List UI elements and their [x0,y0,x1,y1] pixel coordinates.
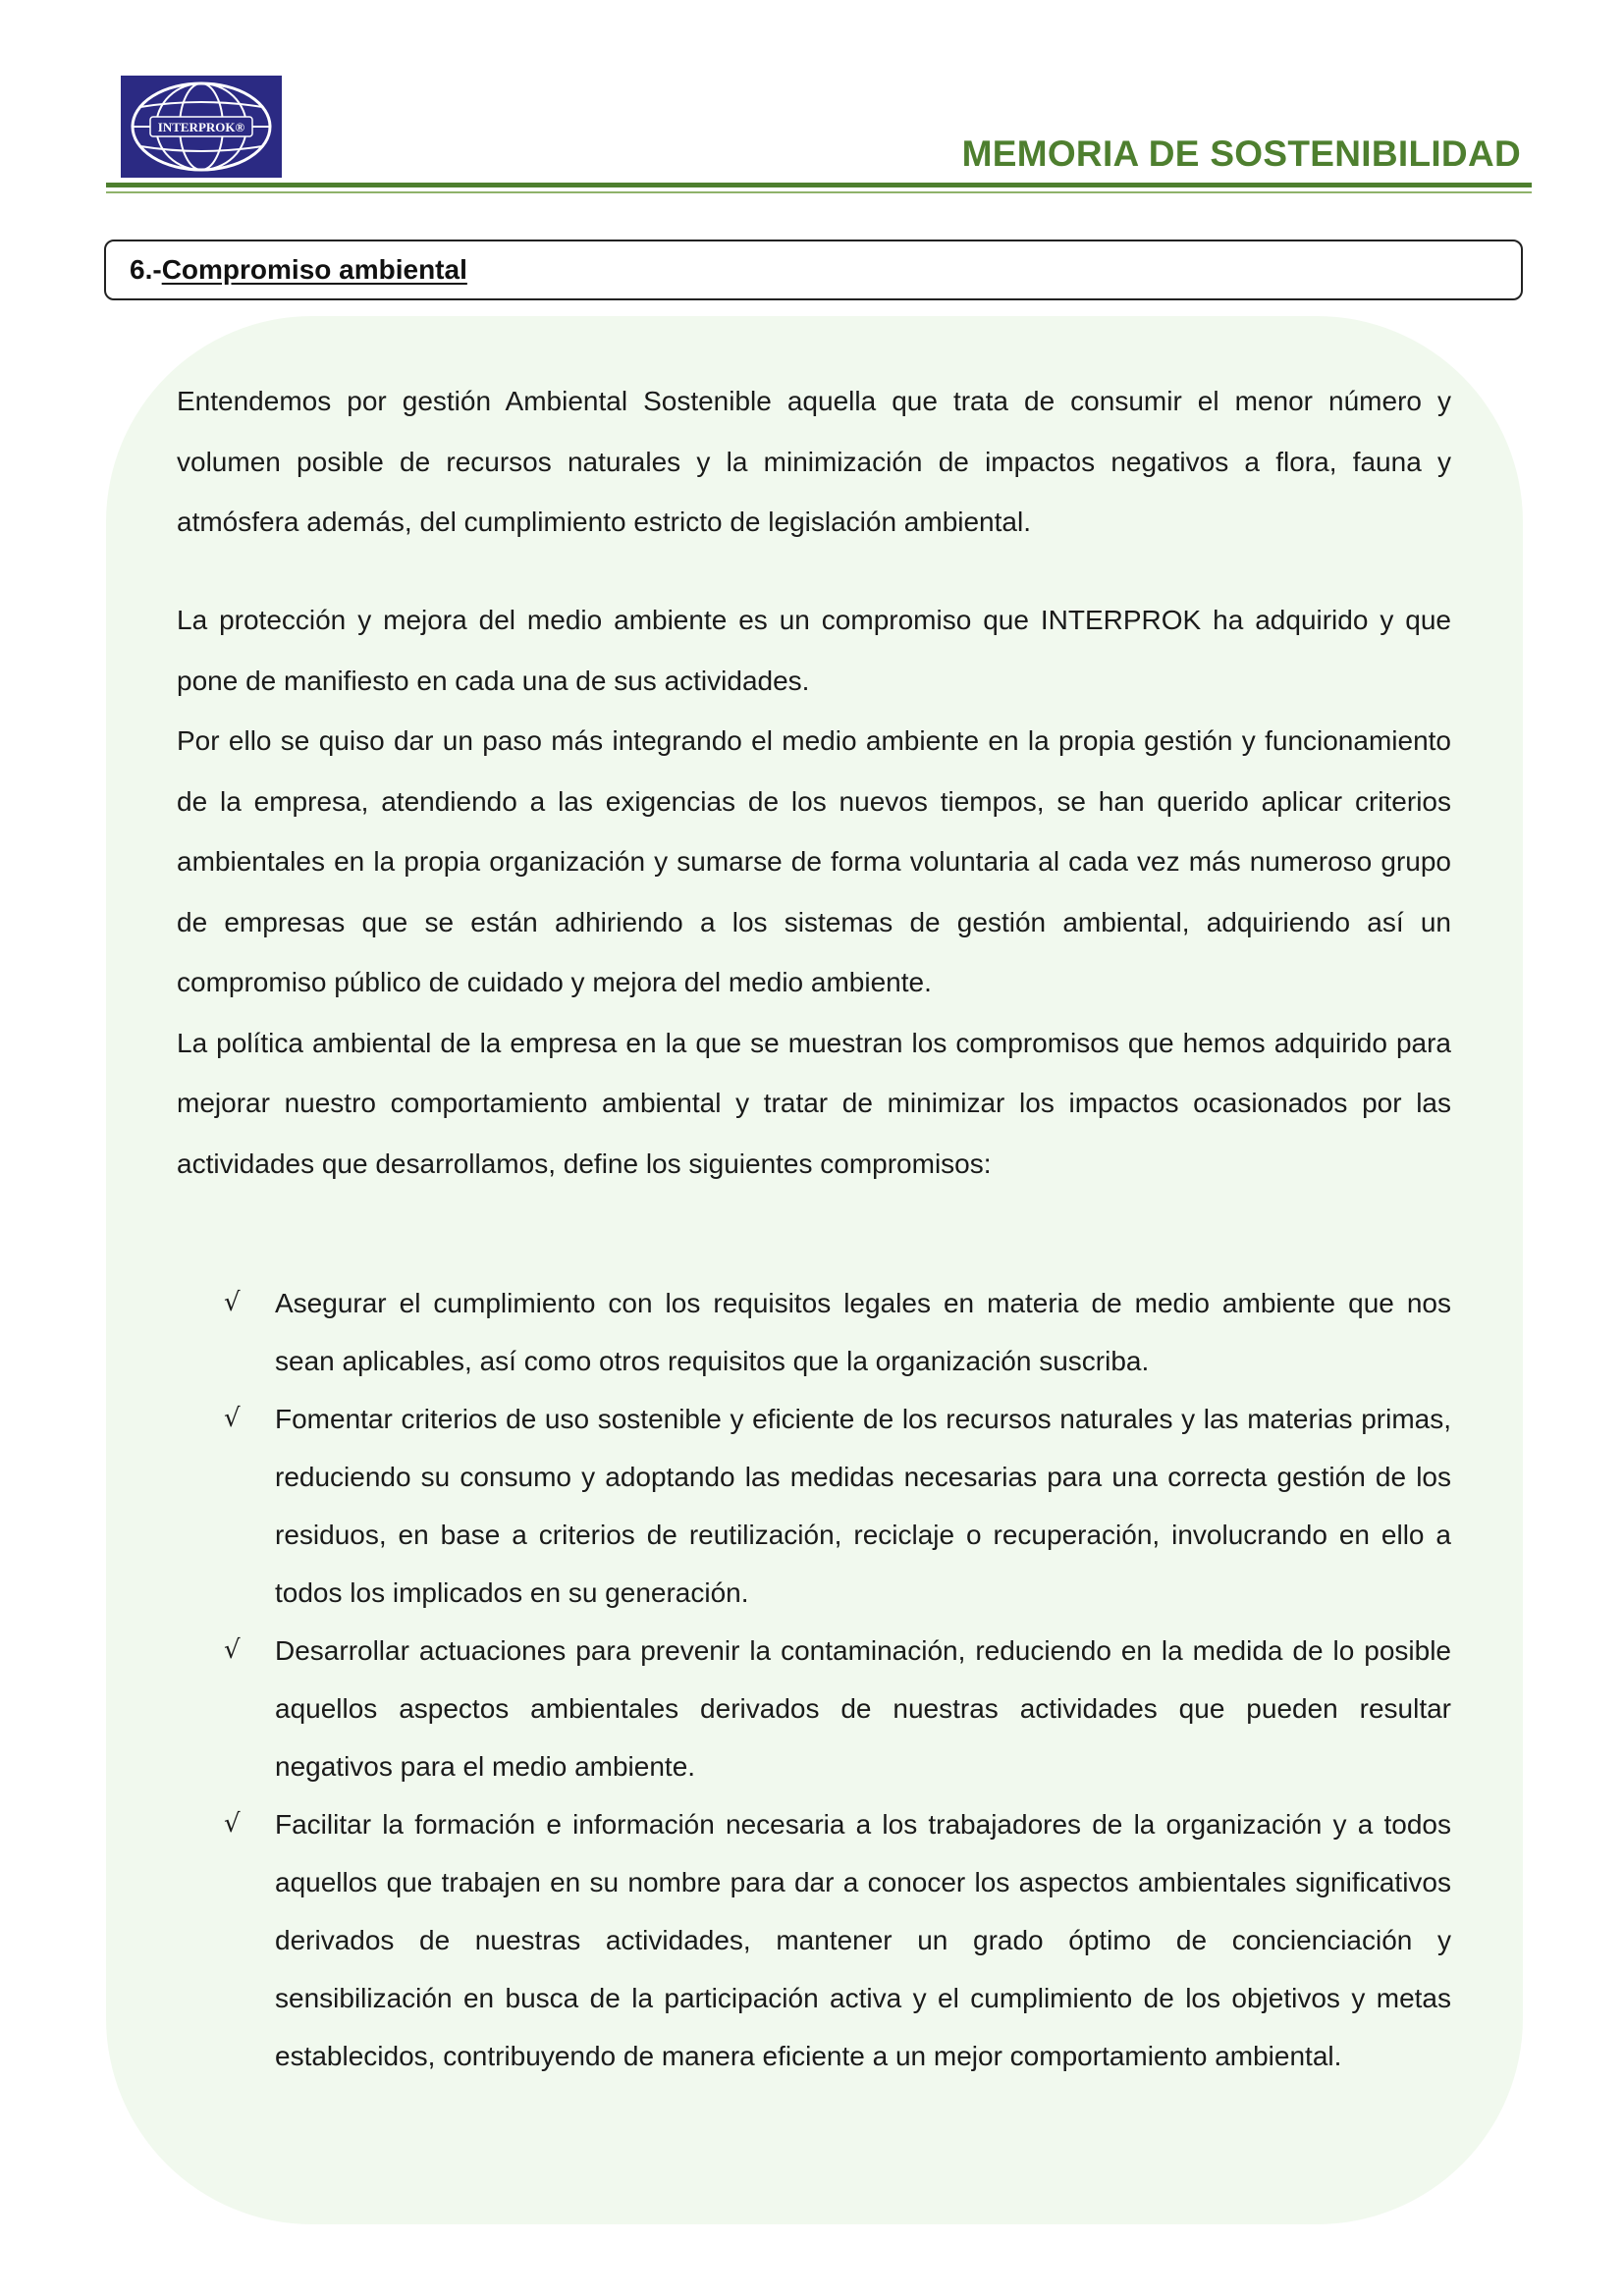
globe-logo-icon [121,76,282,178]
list-item-text: Fomentar criterios de uso sostenible y eficiente de los recursos naturales y las materias primas, reduciendo su consumo y adoptando las medidas necesarias para una correcta gestión de los residuos, en base a criterios de reutilización, reciclaje o recuperación, involucrando en ello a todos los implicados en su generación. [275,1404,1451,1608]
document-header-title: MEMORIA DE SOSTENIBILIDAD [961,133,1521,174]
list-item [224,1795,1451,2085]
intro-paragraph [177,371,1451,553]
list-item [224,1390,1451,1622]
list-item-text: Facilitar la formación e información necesaria a los trabajadores de la organización y a todos aquellos que trabajen en su nombre para dar a conocer los aspectos ambientales significativos derivados de nuestras actividades, mantener un grado óptimo de concienciación y sensibilización en busca de la participación activa y el cumplimiento de los objetivos y metas establecidos, contribuyendo de manera eficiente a un mejor comportamiento ambiental. [275,1809,1451,2071]
paragraph-text: Por ello se quiso dar un paso más integrando el medio ambiente en la propia gestión y funcionamiento de la empresa, atendiendo a las exigencias de los nuevos tiempos, se han querido aplicar criterios ambientales en la propia organización y sumarse de forma voluntaria al cada vez más numeroso grupo de empresas que se están adhiriendo a los sistemas de gestión ambiental, adquiriendo así un compromiso público de cuidado y mejora del medio ambiente. [177,725,1451,997]
section-title: Compromiso ambiental [161,254,467,285]
list-item-text: Desarrollar actuaciones para prevenir la contaminación, reduciendo en la medida de lo posible aquellos aspectos ambientales derivados de nuestras actividades que pueden resultar negativos para el medio ambiente. [275,1635,1451,1782]
commitment-paragraphs [177,590,1451,1194]
check-mark-icon: √ [224,1809,241,1839]
list-item-text: Asegurar el cumplimiento con los requisitos legales en materia de medio ambiente que nos sean aplicables, así como otros requisitos que la organización suscriba. [275,1288,1451,1376]
list-item [224,1274,1451,1390]
header-divider-thin [106,191,1532,193]
section-number: 6.- [130,254,162,285]
commitments-list [224,1274,1451,2085]
paragraph-text: Entendemos por gestión Ambiental Sostenible aquella que trata de consumir el menor número y volumen posible de recursos naturales y la minimización de impactos negativos a flora, fauna y atmósfera además, del cumplimiento estricto de legislación ambiental. [177,386,1451,537]
paragraph-text: La protección y mejora del medio ambiente es un compromiso que INTERPROK ha adquirido y que pone de manifiesto en cada una de sus actividades. [177,605,1451,696]
section-heading [104,240,1523,300]
check-mark-icon: √ [224,1404,241,1433]
company-logo [121,76,282,178]
check-mark-icon: √ [224,1288,241,1317]
paragraph-text: La política ambiental de la empresa en la que se muestran los compromisos que hemos adquirido para mejorar nuestro comportamiento ambiental y tratar de minimizar los impactos ocasionados por las actividades que desarrollamos, define los siguientes compromisos: [177,1027,1451,1179]
header-divider-thick [106,183,1532,187]
check-mark-icon: √ [224,1635,241,1665]
list-item [224,1622,1451,1795]
logo-text: INTERPROK® [157,120,245,134]
